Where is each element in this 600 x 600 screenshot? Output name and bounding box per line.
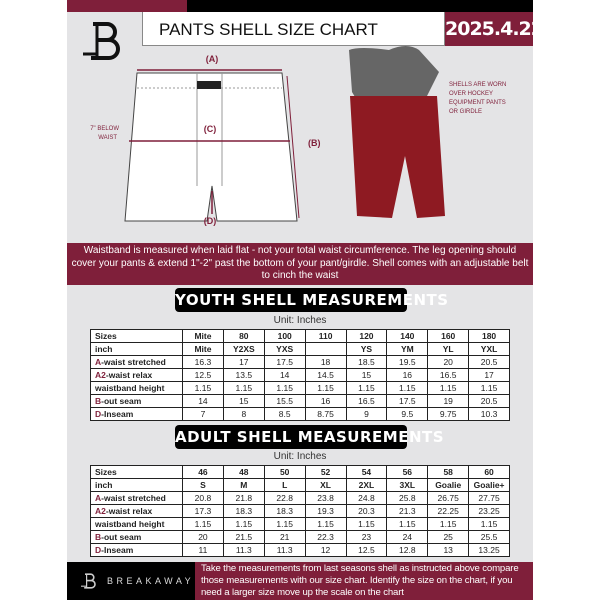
waistband-note: Waistband is measured when laid flat - not your total waist circumference. The leg opening should cover your pants & extend 1"-2" past the bottom of your pant/girdle. Shell comes with an adjustable belt to cinch the waist [67,243,533,285]
measure-letter: A2 [95,505,106,516]
table-cell: YS [346,343,387,356]
table-row [91,343,510,356]
table-cell: 1.15 [183,382,224,395]
table-cell: XL [305,479,346,492]
table-cell: 23.8 [305,492,346,505]
table-cell: 1.15 [346,382,387,395]
table-cell: L [264,479,305,492]
table-cell: 1.15 [387,518,428,531]
table-cell: 17 [223,356,264,369]
table-cell: 110 [305,330,346,343]
table-cell: 16.3 [183,356,224,369]
table-cell: 19 [428,395,469,408]
row-label [91,518,183,531]
table-cell: 9 [346,408,387,421]
table-cell: 1.15 [469,518,510,531]
table-cell: 1.15 [305,518,346,531]
measure-name: -waist relax [105,505,153,516]
table-cell: 50 [264,466,305,479]
table-cell: 1.15 [264,382,305,395]
adult-unit: Unit: Inches [273,451,327,462]
label-d: (D) [203,216,217,226]
row-label [91,330,183,343]
table-cell: 13.25 [469,544,510,557]
table-cell: 8 [223,408,264,421]
table-cell: 26.75 [428,492,469,505]
measure-letter: A2 [95,369,106,380]
table-cell: 23.25 [469,505,510,518]
table-cell: 22.25 [428,505,469,518]
svg-text:SHELLS ARE WORN: SHELLS ARE WORN [449,82,507,88]
table-cell: 16 [305,395,346,408]
table-row [91,505,510,518]
table-cell: 21.3 [387,505,428,518]
measure-letter: B [95,531,102,542]
footer-brand [67,562,195,600]
svg-text:OR GIRDLE: OR GIRDLE [449,109,483,115]
table-cell: 14 [264,369,305,382]
measure-letter: D [95,544,102,555]
table-cell: 10.3 [469,408,510,421]
table-cell: 16 [387,369,428,382]
table-cell: 11 [183,544,224,557]
table-row [91,382,510,395]
adult-size-table [90,465,510,557]
table-cell: Y2XS [223,343,264,356]
brand-name: BREAKAWAY [107,576,195,586]
table-cell: 12 [305,544,346,557]
table-cell: 1.15 [346,518,387,531]
measure-letter: A [95,356,102,367]
table-cell: 58 [428,466,469,479]
table-cell: 1.15 [428,382,469,395]
table-cell: 80 [223,330,264,343]
row-label [91,479,183,492]
table-cell: 100 [264,330,305,343]
row-label [91,369,183,382]
table-cell: 21.8 [223,492,264,505]
row-label [91,544,183,557]
table-row [91,531,510,544]
table-row [91,466,510,479]
row-label [91,531,183,544]
table-cell: 19.3 [305,505,346,518]
top-bar [187,0,533,12]
table-cell: 21 [264,531,305,544]
measure-name: Sizes [95,466,117,477]
table-cell: 18.3 [264,505,305,518]
row-label [91,343,183,356]
measure-name: -waist stretched [101,492,166,503]
measure-name: -Inseam [101,544,134,555]
table-cell: Mite [183,330,224,343]
table-cell: 27.75 [469,492,510,505]
table-cell: Goalie [428,479,469,492]
measure-name: -waist relax [105,369,153,380]
table-cell: YL [428,343,469,356]
table-cell: 20.3 [346,505,387,518]
table-cell: 1.15 [223,518,264,531]
table-cell: 19.5 [387,356,428,369]
below-waist-label: 7" BELOW [90,126,119,132]
table-row [91,492,510,505]
label-b: (B) [308,138,321,148]
table-row [91,369,510,382]
table-cell: 12.5 [183,369,224,382]
footer-instructions: Take the measurements from last seasons shell as instructed above compare those measurements with our size chart. Identify the size on the chart, if you need a larger size move up the scale on the chart [195,562,533,600]
measure-name: waistband height [95,518,165,529]
label-c: (C) [203,124,217,134]
pants-diagram [67,46,533,243]
table-cell: 48 [223,466,264,479]
footer [67,562,533,600]
table-cell: 12.5 [346,544,387,557]
table-cell: 16.5 [428,369,469,382]
table-cell: 16.5 [346,395,387,408]
measure-letter: B [95,395,102,406]
row-label [91,356,183,369]
shell-note [449,82,506,115]
table-cell: 120 [346,330,387,343]
table-cell: 52 [305,466,346,479]
table-cell: 8.5 [264,408,305,421]
size-chart-page [67,0,543,600]
table-cell: 14 [183,395,224,408]
table-row [91,544,510,557]
svg-text:OVER HOCKEY: OVER HOCKEY [449,91,494,97]
table-cell: 1.15 [223,382,264,395]
table-cell: 1.15 [183,518,224,531]
table-cell: 14.5 [305,369,346,382]
measure-name: Sizes [95,330,117,341]
table-cell: 1.15 [469,382,510,395]
measure-name: -Inseam [101,408,134,419]
youth-section-title: YOUTH SHELL MEASUREMENTS [175,288,407,312]
table-row [91,356,510,369]
measure-name: -waist stretched [101,356,166,367]
table-cell: 9.5 [387,408,428,421]
table-cell: 46 [183,466,224,479]
table-cell: 3XL [387,479,428,492]
svg-text:EQUIPMENT PANTS: EQUIPMENT PANTS [449,100,506,106]
table-cell: 13.5 [223,369,264,382]
youth-unit: Unit: Inches [273,315,327,326]
row-label [91,466,183,479]
row-label [91,505,183,518]
table-cell: 1.15 [387,382,428,395]
table-cell: YM [387,343,428,356]
table-cell: 11.3 [223,544,264,557]
table-row [91,408,510,421]
table-cell: YXS [264,343,305,356]
table-cell: Goalie+ [469,479,510,492]
table-cell: 24 [387,531,428,544]
table-cell: 8.75 [305,408,346,421]
table-cell: Mite [183,343,224,356]
table-cell: 25.8 [387,492,428,505]
measure-name: waistband height [95,382,165,393]
table-cell: YXL [469,343,510,356]
table-cell: 18 [305,356,346,369]
measure-name: -out seam [101,531,142,542]
adult-section-title: ADULT SHELL MEASUREMENTS [175,425,407,449]
youth-size-table [90,329,510,421]
table-cell: 18.3 [223,505,264,518]
below-waist-label-2: WAIST [98,135,117,141]
table-cell [305,343,346,356]
table-cell: 7 [183,408,224,421]
measure-name: inch [95,343,113,354]
table-row [91,518,510,531]
table-cell: S [183,479,224,492]
table-cell: 20.5 [469,356,510,369]
table-cell: 25 [428,531,469,544]
measure-name: -out seam [101,395,142,406]
table-cell: 17.5 [264,356,305,369]
table-cell: 17.5 [387,395,428,408]
top-bar-accent [67,0,187,12]
table-row [91,479,510,492]
table-cell: 56 [387,466,428,479]
table-cell: 1.15 [428,518,469,531]
measure-letter: A [95,492,102,503]
table-row [91,395,510,408]
table-cell: 11.3 [264,544,305,557]
date-badge: 2025.4.22 [445,12,533,46]
row-label [91,382,183,395]
table-cell: 25.5 [469,531,510,544]
table-cell: 20.8 [183,492,224,505]
page-title: PANTS SHELL SIZE CHART [142,12,445,46]
table-cell: 54 [346,466,387,479]
brand-logo-icon [81,571,97,591]
row-label [91,395,183,408]
table-cell: 22.3 [305,531,346,544]
table-cell: 60 [469,466,510,479]
table-cell: 160 [428,330,469,343]
measure-name: inch [95,479,113,490]
table-cell: 13 [428,544,469,557]
table-cell: 17.3 [183,505,224,518]
table-cell: 15 [223,395,264,408]
label-a: (A) [205,54,219,64]
table-cell: 1.15 [264,518,305,531]
table-cell: 23 [346,531,387,544]
table-cell: 140 [387,330,428,343]
table-cell: 20 [428,356,469,369]
table-cell: 9.75 [428,408,469,421]
table-cell: 2XL [346,479,387,492]
red-shell-image [350,96,445,218]
table-cell: 17 [469,369,510,382]
table-cell: 22.8 [264,492,305,505]
table-cell: 180 [469,330,510,343]
table-cell: 20.5 [469,395,510,408]
table-cell: 24.8 [346,492,387,505]
table-cell: 1.15 [305,382,346,395]
table-cell: 12.8 [387,544,428,557]
table-cell: 18.5 [346,356,387,369]
table-cell: 20 [183,531,224,544]
table-cell: 21.5 [223,531,264,544]
table-cell: 15.5 [264,395,305,408]
row-label [91,492,183,505]
measure-letter: D [95,408,102,419]
table-row [91,330,510,343]
row-label [91,408,183,421]
table-cell: M [223,479,264,492]
table-cell: 15 [346,369,387,382]
